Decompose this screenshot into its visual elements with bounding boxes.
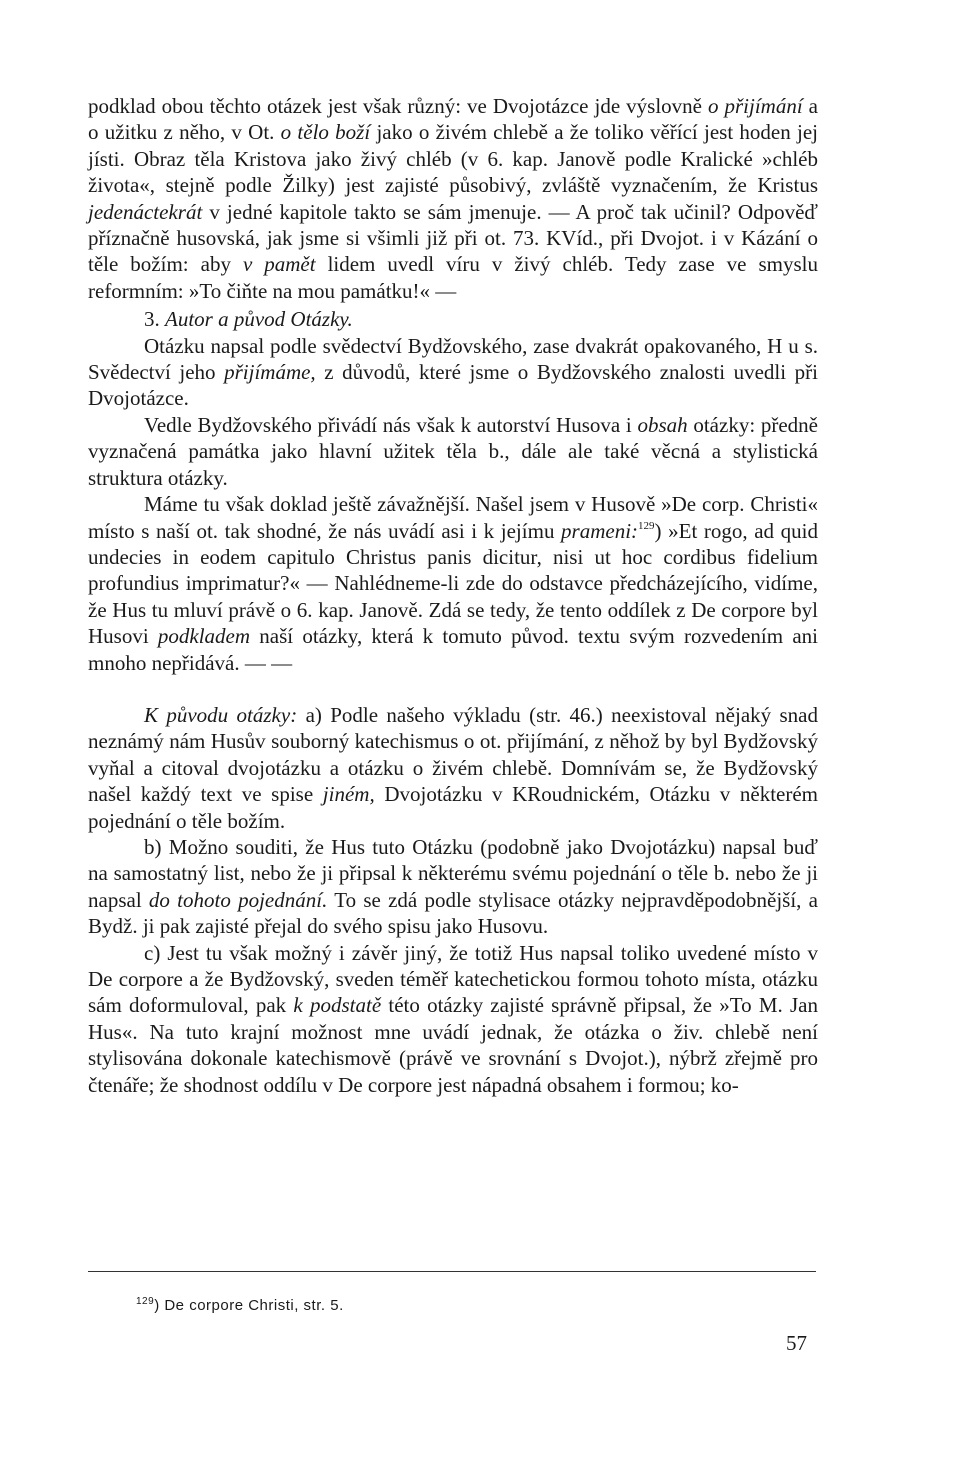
section-title: Autor a původ Otázky. [165,307,353,332]
main-text [88,93,818,1098]
emphasis: o tělo boží [280,120,371,145]
text-run: ) »Et rogo, ad quid undecies in eodem capitulo Christus panis dicitur, nisi ut hoc cordibus fidelium profundius imprimatur?« — Nahlédneme-li zde do odstavce předcházejícího, vidíme, že Hus tu mluví právě o 6. kap. Janově. Zdá se tedy, že tento oddílek z De corpore byl Husovi [88,518,818,649]
text-run: Otázku napsal podle svědectví Bydžovského, zase dvakrát opakovaného, [144,333,768,358]
text-run: naší otázky, která k tomuto původ. textu svým rozvedením ani mnoho nepřidává. — — [88,624,818,675]
emphasis: K původu otázky: [144,702,298,727]
text-run: této otázky zajisté správně připsal, že »To M. Jan Hus«. Na tuto krajní možnost mne uvádí jednak, že otázka o živ. chlebě není stylisována dokonale katechismově (právě ve srovnání s Dvojot.), nýbrž zřejmě pro čtenáře; že shodnost oddílu v De corpore jest nápadná obsahem i formou; ko- [88,993,818,1097]
paragraph-7 [88,940,818,1098]
emphasis: jiném, [322,782,375,807]
emphasis: podkladem [157,624,251,649]
emphasis: prameni: [561,518,639,543]
text-run: v jedné kapitole takto se sám jmenuje. — A proč tak učinil? Odpověď příznačně husovská, jak jsme si všimli již při ot. 73. KVíd., při Dvojot. i v Kázání o těle božím: aby [88,199,818,277]
emphasis: o přijímání [707,94,803,118]
text-run: b) Možno souditi, že Hus tuto Otázku (podobně jako Dvojotázku) napsal buď na samostatný list, nebo že ji připsal k některému svému pojednání o těle b. nebo že ji napsal [88,834,818,912]
text-run: a) Podle našeho výkladu (str. 46.) neexistoval nějaký snad neznámý nám Husův souborný katechismus o ot. přijímání, z něhož by byl Bydžovský vyňal a citoval dvojotázku a otázku o živém chlebě. Domnívám se, že Bydžovský našel každý text ve spise [88,702,818,807]
paragraph-6 [88,834,818,940]
footnote-reference: 129 [638,519,655,532]
text-run: c) Jest tu však možný i závěr jiný, že totiž Hus napsal toliko uvedené místo v De corpore a že Bydžovský, sveden téměř katechetickou formou tohoto místa, otázku sám doformuloval, pak [88,940,818,1018]
text-run: podklad obou těchto otázek jest však různý: ve Dvojotázce jde výslovně [88,94,708,118]
footnote-divider [88,1271,816,1272]
emphasis: v pamět [242,252,316,277]
paragraph-3 [88,412,818,491]
section-number: 3. [144,307,165,332]
paragraph-4 [88,491,818,676]
text-run: Máme tu však doklad ještě závažnější. Našel jsem v Husově »De corp. Christi« místo s naší ot. tak shodné, že nás uvádí asi i k jejímu [88,492,818,543]
paragraph-1 [88,93,818,304]
spaced-name: H u s [767,333,813,358]
footnote-text: ) De corpore Christi, str. 5. [154,1297,344,1314]
text-run: Vedle Bydžovského přivádí nás však k autorství Husova i [144,412,638,437]
text-run: z důvodů, které jsme o Bydžovského znalosti uvedli při Dvojotázce. [88,360,818,411]
emphasis: k podstatě [293,993,382,1018]
paragraph-2 [88,333,818,412]
footnote-number: 129 [136,1296,155,1307]
text-run: a o užitku z něho, v Ot. [88,94,818,145]
text-run: . Svědectví jeho [88,333,818,385]
emphasis: přijímáme, [224,360,316,385]
paragraph-5 [88,702,818,834]
text-run: lidem uvedl víru v živý chléb. Tedy zase ve smyslu reformním: »To čiňte na mou památku!« — [88,252,818,303]
text-run: otázky: předně vyznačená památka jako hlavní užitek těla b., dále ale také věcná a stylistická struktura otázky. [88,412,818,490]
emphasis: do tohoto pojednání. [148,887,328,912]
page-number: 57 [786,1331,807,1355]
text-run: To se zdá podle stylisace otázky nejpravděpodobnější, a Bydž. ji pak zajisté přejal do svého spisu jako Husovu. [88,887,818,939]
text-run: jako o živém chlebě a že toliko věřící jest hoden jej jísti. Obraz těla Kristova jako živý chléb (v 6. kap. Janově podle Kralické »chléb života«, stejně podle Žilky) jest zajisté působivý, zvláště vyznačením, že Kristus [88,120,818,198]
text-run: Dvojotázku v KRoudnickém, Otázku v některém pojednání o těle božím. [88,782,818,833]
emphasis: jedenáctekrát [88,199,203,224]
section-heading [88,306,818,332]
footnote [136,1297,344,1314]
emphasis: obsah [637,412,688,437]
